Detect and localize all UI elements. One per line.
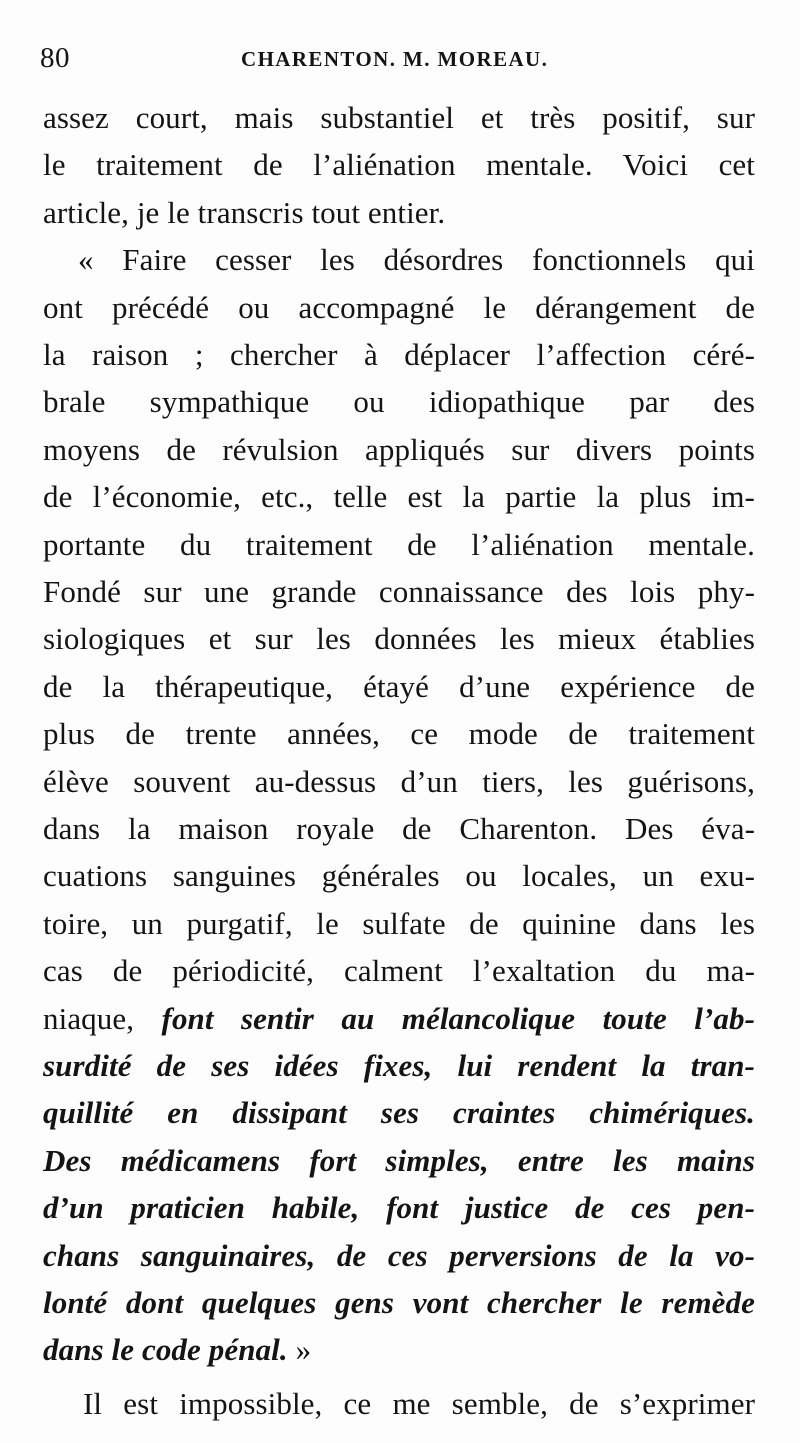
- text-line: [43, 1328, 755, 1376]
- text-segment: dans la maison royale de Charenton. Des éva-: [43, 811, 755, 846]
- text-segment: cas de périodicité, calment l’exaltation du ma-: [43, 953, 755, 989]
- text-line: [43, 1234, 755, 1282]
- text-segment: plus de trente années, ce mode de traitement: [43, 716, 755, 752]
- text-segment: niaque,: [43, 1000, 162, 1036]
- text-line: [43, 665, 755, 713]
- text-segment: ont précédé ou accompagné le dérangement de: [43, 289, 755, 325]
- text-line: [43, 1186, 755, 1234]
- text-line: [78, 238, 755, 286]
- text-line: [43, 807, 755, 855]
- page-number: 80: [40, 42, 70, 74]
- text-segment: « Faire cesser les désordres fonctionnels qui: [78, 242, 755, 278]
- italic-segment: quillité en dissipant ses craintes chimériques.: [43, 1095, 755, 1131]
- page-header: [0, 40, 800, 80]
- text-segment: Fondé sur une grande connaissance des lois phy-: [43, 574, 755, 609]
- text-segment: moyens de révulsion appliqués sur divers points: [43, 431, 755, 467]
- text-line: [43, 1139, 755, 1187]
- text-segment: de l’économie, etc., telle est la partie la plus im-: [43, 479, 755, 515]
- text-line: [43, 1044, 755, 1092]
- text-line: [43, 286, 755, 334]
- text-line: [43, 617, 755, 665]
- text-segment: portante du traitement de l’aliénation mentale.: [43, 526, 755, 562]
- italic-segment: Des médicamens fort simples, entre les mains: [43, 1142, 755, 1178]
- italic-segment: font sentir au mélancolique toute l’ab-: [161, 1000, 755, 1036]
- text-segment: de la thérapeutique, étayé d’une expérience de: [43, 668, 755, 704]
- text-line: [43, 143, 755, 191]
- text-line: [43, 475, 755, 523]
- text-segment: élève souvent au-dessus d’un tiers, les guérisons,: [43, 763, 755, 799]
- text-line: [43, 191, 755, 239]
- text-line: [43, 854, 755, 902]
- italic-segment: chans sanguinaires, de ces perversions de la vo-: [43, 1237, 755, 1273]
- text-segment: toire, un purgatif, le sulfate de quinine dans les: [43, 905, 755, 941]
- text-line: [43, 902, 755, 950]
- text-line: [43, 96, 755, 144]
- text-segment: assez court, mais substantiel et très positif, sur: [43, 100, 755, 135]
- text-segment: cuations sanguines générales ou locales, un exu-: [43, 858, 755, 894]
- running-head: CHARENTON. M. MOREAU.: [241, 47, 549, 71]
- text-segment: le traitement de l’aliénation mentale. Voici cet: [43, 147, 755, 183]
- text-line: [83, 1382, 755, 1430]
- text-segment: siologiques et sur les données les mieux établies: [43, 621, 755, 657]
- text-segment: Il est impossible, ce me semble, de s’exprimer: [83, 1385, 755, 1421]
- text-segment: brale sympathique ou idiopathique par des: [43, 384, 755, 420]
- italic-segment: d’un praticien habile, font justice de ces pen-: [43, 1190, 755, 1226]
- text-line: [43, 712, 755, 760]
- italic-segment: dans le code pénal.: [43, 1332, 288, 1368]
- text-line: [43, 428, 755, 476]
- text-line: [43, 760, 755, 808]
- text-line: [43, 997, 755, 1045]
- text-line: [43, 570, 755, 618]
- text-line: [43, 1281, 755, 1329]
- text-line: [43, 380, 755, 428]
- text-line: [43, 523, 755, 571]
- text-segment: la raison ; chercher à déplacer l’affection céré-: [43, 337, 755, 372]
- italic-segment: surdité de ses idées fixes, lui rendent la tran-: [43, 1048, 755, 1083]
- text-segment: »: [287, 1332, 312, 1368]
- text-line: [43, 1091, 755, 1139]
- italic-segment: lonté dont quelques gens vont chercher le remède: [43, 1285, 755, 1320]
- text-line: [43, 949, 755, 997]
- text-line: [43, 333, 755, 381]
- text-segment: article, je le transcris tout entier.: [43, 194, 446, 230]
